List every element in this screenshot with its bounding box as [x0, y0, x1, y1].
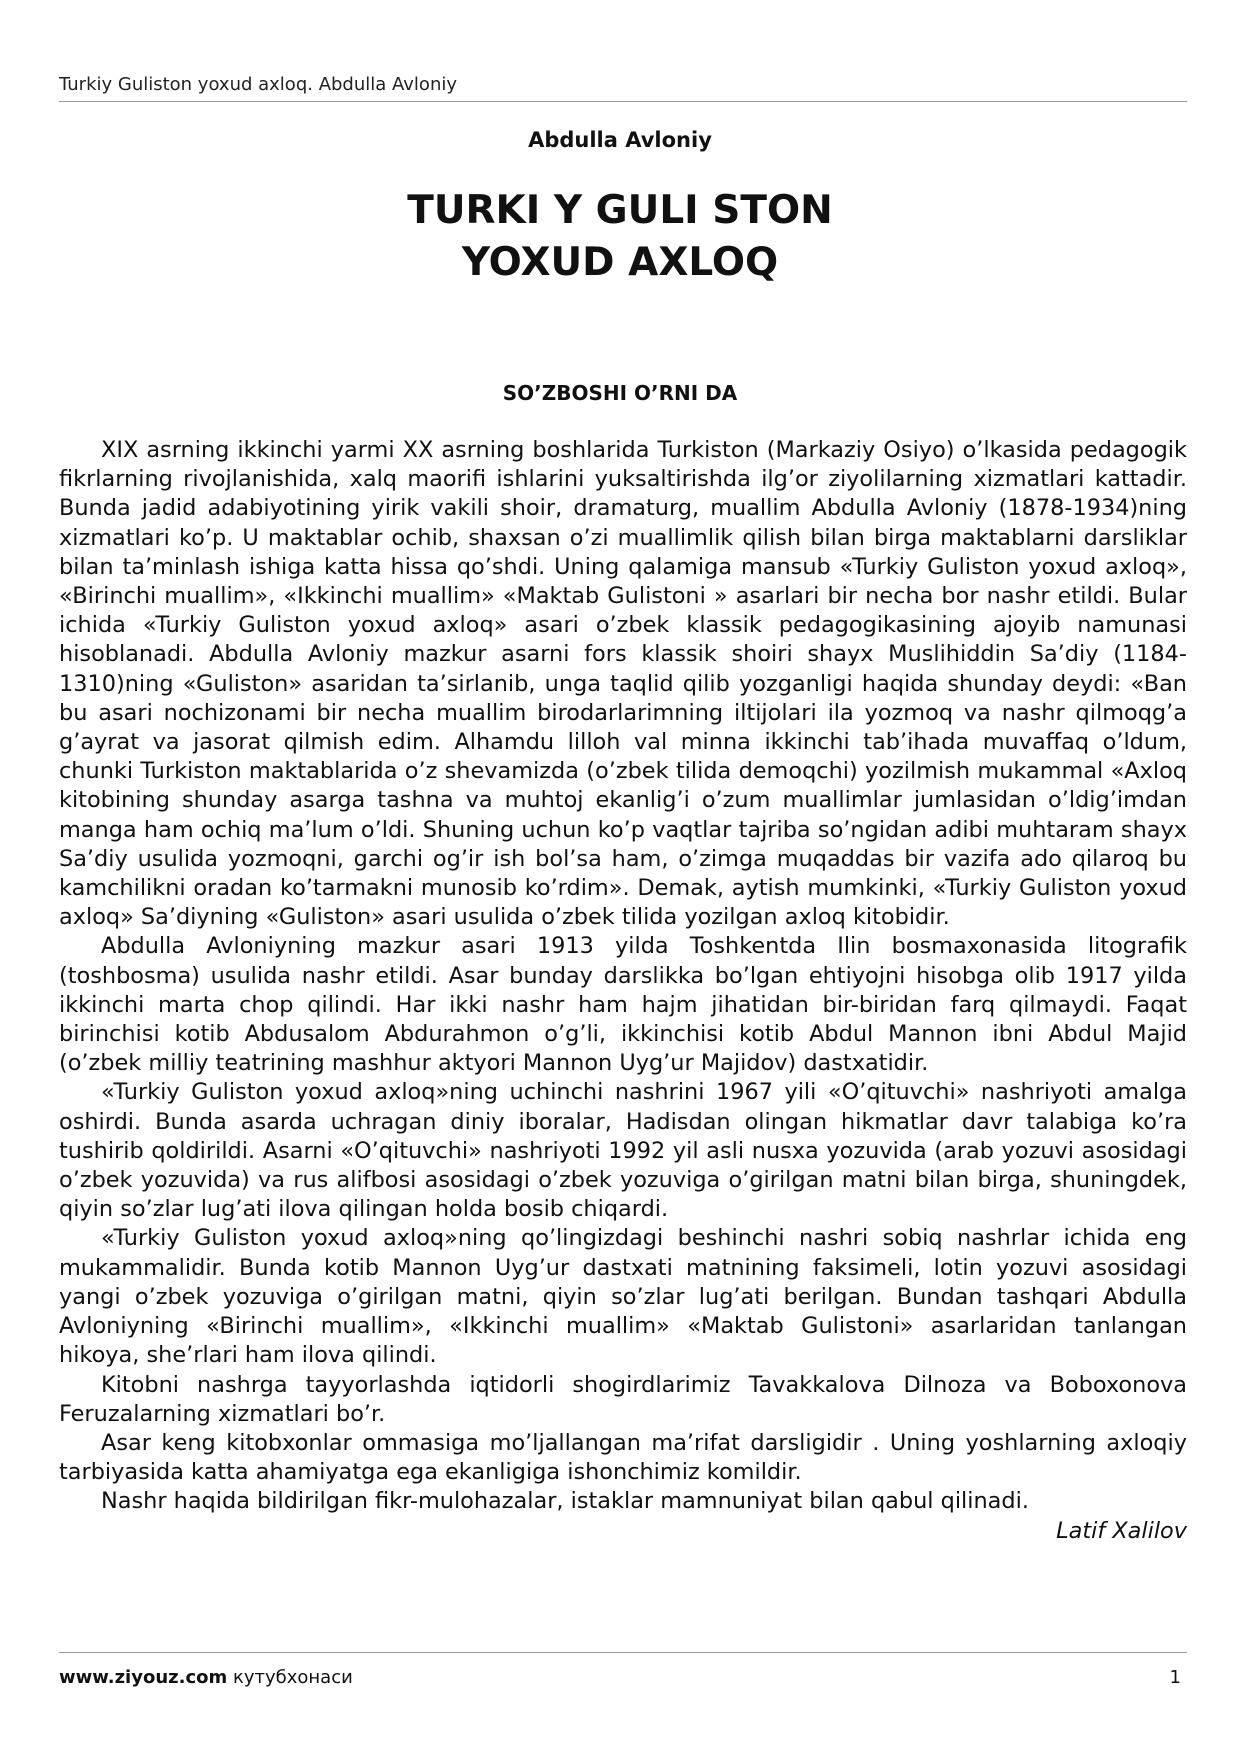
paragraph: «Turkiy Guliston yoxud axloq»ning qo’lingizdagi beshinchi nashri sobiq nashrlar ichida eng mukammalidir. Bunda kotib Mannon Uyg’ur dastxati matnining faksimeli, lotin yozuvi asosidagi yangi o’zbek yozuviga o’girilgan matni, qiyin so’zlar lug’ati berilgan. Bundan tashqari Abdulla Avloniyning «Birinchi muallim», «Ikkinchi muallim» «Maktab Gulistoni» asarlaridan tanlangan hikoya, she’rlari ham ilova qilindi. [59, 1225, 1187, 1369]
paragraph: Asar keng kitobxonlar ommasiga mo’ljallangan ma’rifat darsligidir . Uning yoshlarning axloqiy tarbiyasida katta ahamiyatga ega ekanligiga ishonchimiz komildir. [59, 1429, 1187, 1486]
footer-suffix: кутубхонаси [227, 1667, 353, 1688]
paragraph: «Turkiy Guliston yoxud axloq»ning uchinchi nashrini 1967 yili «O’qituvchi» nashriyoti amalga oshirdi. Bunda asarda uchragan diniy iboralar, Hadisdan olingan hikmatlar davr talabiga ko’ra tushirib qoldirildi. Asarni «O’qituvchi» nashriyoti 1992 yil asli nusxa yozuvida (arab yozuvi asosidagi o’zbek yozuvida) va rus alifbosi asosidagi o’zbek yozuviga o’girilgan matni bilan birga, shuningdek, qiyin so’zlar lug’ati ilova qilingan holda bosib chiqardi. [59, 1079, 1187, 1223]
author-name: Abdulla Avloniy [528, 128, 712, 152]
page-number: 1 [1169, 1667, 1181, 1688]
paragraph: XIX asrning ikkinchi yarmi XX asrning boshlarida Turkiston (Markaziy Osiyo) o’lkasida pedagogik fikrlarning rivojlanishida, xalq maorifi ishlarini yuksaltirishda ilg’or ziyolilarning xizmatlari kattadir. Bunda jadid adabiyotining yirik vakili shoir, dramaturg, muallim Abdulla Avloniy (1878-1934)ning xizmatlari ko’p. U maktablar ochib, shaxsan o’zi muallimlik qilish bilan birga maktablarni darsliklar bilan ta’minlash ishiga katta hissa qo’shdi. Uning qalamiga mansub «Turkiy Guliston yoxud axloq», «Birinchi muallim», «Ikkinchi muallim» «Maktab Gulistoni » asarlari bir necha bor nashr etildi. Bular ichida «Turkiy Guliston yoxud axloq» asari o’zbek klassik pedagogikasining ajoyib namunasi hisoblanadi. Abdulla Avloniy mazkur asarni fors klassik shoiri shayx Muslihiddin Sa’diy (1184-1310)ning «Guliston» asaridan ta’sirlanib, unga taqlid qilib yozganligi haqida shunday deydi: «Ban bu asari nochizonami bir necha muallim birodarlarimning iltijolari ila yozmoq va nashr qilmoqg’a g’ayrat va jasorat qilmish edim. Alhamdu lilloh val minna ikkinchi tab’ihada muvaffaq o’ldum, chunki Turkiston maktablarida o’z shevamizda (o’zbek tilida demoqchi) yozilmish mukammal «Axloq kitobining shunday asarga tashna va muhtoj ekanlig’i o’zum muallimlar jumlasidan o’ldig’imdan manga ham ochiq ma’lum o’ldi. Shuning uchun ko’p vaqtlar tajriba so’ngidan adibi muhtaram shayx Sa’diy usulida yozmoqni, garchi og’ir ish bol’sa ham, o’zimga muqaddas bir vazifa ado qilaroq bu kamchilikni oradan ko’tarmakni munosib ko’rdim». Demak, aytish mumkinki, «Turkiy Guliston yoxud axloq» Sa’diyning «Guliston» asari usulida o’zbek tilida yozilgan axloq kitobidir. [59, 437, 1187, 931]
page-footer [59, 1652, 1187, 1688]
paragraph: Abdulla Avloniyning mazkur asari 1913 yilda Toshkentda Ilin bosmaxonasida litografik (toshbosma) usulida nashr etildi. Asar bunday darslikka bo’lgan ehtiyojni hisobga olib 1917 yilda ikkinchi marta chop qilindi. Har ikki nashr ham hajm jihatidan bir-biridan farq qilmaydi. Faqat birinchisi kotib Abdusalom Abdurahmon o’g’li, ikkinchisi kotib Abdul Mannon ibni Abdul Majid (o’zbek milliy teatrining mashhur aktyori Mannon Uyg’ur Majidov) dastxatidir. [59, 933, 1187, 1077]
paragraph: Kitobni nashrga tayyorlashda iqtidorli shogirdlarimiz Tavakkalova Dilnoza va Boboxonova Feruzalarning xizmatlari bo’r. [59, 1371, 1187, 1427]
footer-site-link[interactable]: www.ziyouz.com [59, 1667, 228, 1688]
book-title [0, 185, 1240, 289]
paragraph: Nashr haqida bildirilgan fikr-mulohazalar, istaklar mamnuniyat bilan qabul qilinadi. [101, 1488, 1029, 1515]
running-header: Turkiy Guliston yoxud axloq. Abdulla Avloniy [59, 74, 1187, 102]
book-title-line-1: TURKI Y GULI STON [407, 188, 833, 233]
book-title-line-2: YOXUD AXLOQ [461, 240, 779, 285]
section-title: SO’ZBOSHI O’RNI DA [502, 381, 738, 405]
signature: Latif Xalilov [1056, 1517, 1187, 1544]
body-text [59, 436, 1187, 1546]
